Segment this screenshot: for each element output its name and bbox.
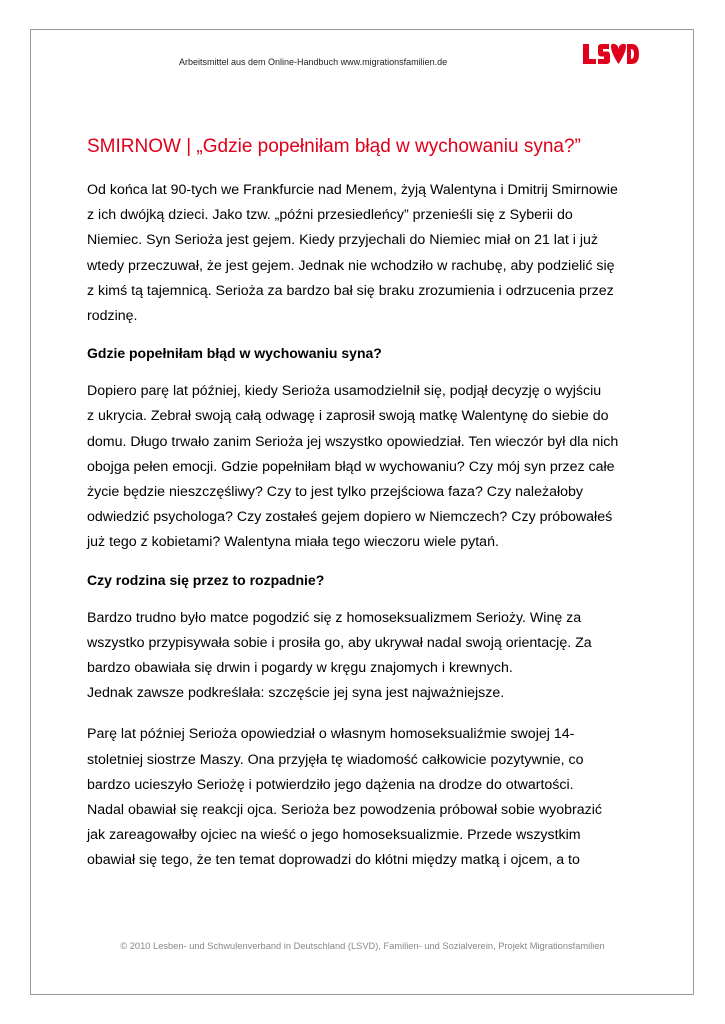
text-line: Jednak zawsze podkreślała: szczęście jej syna jest najważniejsze. [87, 685, 505, 702]
text-line: z ich dwójką dzieci. Jako tzw. „późni przesiedleńcy” przenieśli się z Syberii do [87, 207, 573, 224]
text-line: Niemiec. Syn Serioża jest gejem. Kiedy przyjechali do Niemiec miał on 21 lat i już [87, 232, 598, 249]
paragraph-1 [87, 178, 647, 329]
lsvd-logo [582, 43, 640, 65]
paragraph-3 [87, 606, 647, 707]
paragraph-2 [87, 379, 647, 555]
text-line: rodzinę. [87, 308, 138, 325]
text-line: Od końca lat 90-tych we Frankfurcie nad Menem, żyją Walentyna i Dmitrij Smirnowie [87, 182, 618, 198]
logo-text: LSVD [582, 43, 585, 44]
footer-copyright: © 2010 Lesben- und Schwulenverband in Deutschland (LSVD), Familien- und Sozialverein, Projekt Migrationsfamilien [120, 941, 605, 951]
section-heading-1: Gdzie popełniłam błąd w wychowaniu syna? [87, 345, 382, 362]
paragraph-4 [87, 722, 647, 873]
text-line: domu. Długo trwało zanim Serioża jej wszystko opowiedział. Ten wieczór był dla nich [87, 433, 619, 450]
document-body [87, 178, 647, 874]
text-line: stoletniej siostrze Maszy. Ona przyjęła tę wiadomość całkowicie pozytywnie, co [87, 751, 584, 768]
text-line: odwiedzić psychologa? Czy zostałeś gejem dopiero w Niemczech? Czy próbowałeś [87, 509, 613, 526]
text-line: bardzo obawiała się drwin i pogardy w kręgu znajomych i krewnych. [87, 660, 513, 677]
text-line: z kimś tą tajemnicą. Serioża za bardzo bał się braku zrozumienia i odrzucenia przez [87, 282, 614, 299]
header-note: Arbeitsmittel aus dem Online-Handbuch www.migrationsfamilien.de [179, 57, 448, 67]
text-line: obawiał się tego, że ten temat doprowadzi do kłótni między matką i ojcem, a to [87, 852, 580, 869]
page-title: SMIRNOW | „Gdzie popełniłam błąd w wychowaniu syna?” [87, 136, 581, 157]
text-line: Bardzo trudno było matce pogodzić się z homoseksualizmem Serioży. Winę za [87, 609, 582, 626]
text-line: życie będzie nieszczęśliwy? Czy to jest tylko przejściowa faza? Czy należałoby [87, 484, 583, 501]
text-line: Dopiero parę lat później, kiedy Serioża usamodzielnił się, podjął decyzję o wyjściu [87, 383, 602, 400]
text-line: jak zareagowałby ojciec na wieść o jego homoseksualizmie. Przede wszystkim [87, 827, 581, 844]
text-line: Nadal obawiał się reakcji ojca. Serioża bez powodzenia próbował sobie wyobrazić [87, 802, 602, 819]
text-line: już tego z kobietami? Walentyna miała tego wieczoru wiele pytań. [87, 534, 499, 551]
text-line: z ukrycia. Zebrał swoją całą odwagę i zaprosił swoją matkę Walentynę do siebie do [87, 408, 609, 425]
text-line: wszystko przypisywała sobie i prosiła go, aby ukrywał nadal swoją orientację. Za [87, 634, 592, 651]
text-line: wtedy przeczuwał, że jest gejem. Jednak nie wchodziło w rachubę, aby podzielić się [87, 257, 615, 274]
section-heading-2: Czy rodzina się przez to rozpadnie? [87, 571, 325, 588]
text-line: bardzo ucieszyło Seriożę i potwierdziło jego dążenia na drodze do otwartości. [87, 776, 574, 793]
text-line: Parę lat później Serioża opowiedział o własnym homoseksualiźmie swojej 14- [87, 726, 575, 743]
text-line: obojga pełen emocji. Gdzie popełniłam błąd w wychowaniu? Czy mój syn przez całe [87, 458, 615, 475]
